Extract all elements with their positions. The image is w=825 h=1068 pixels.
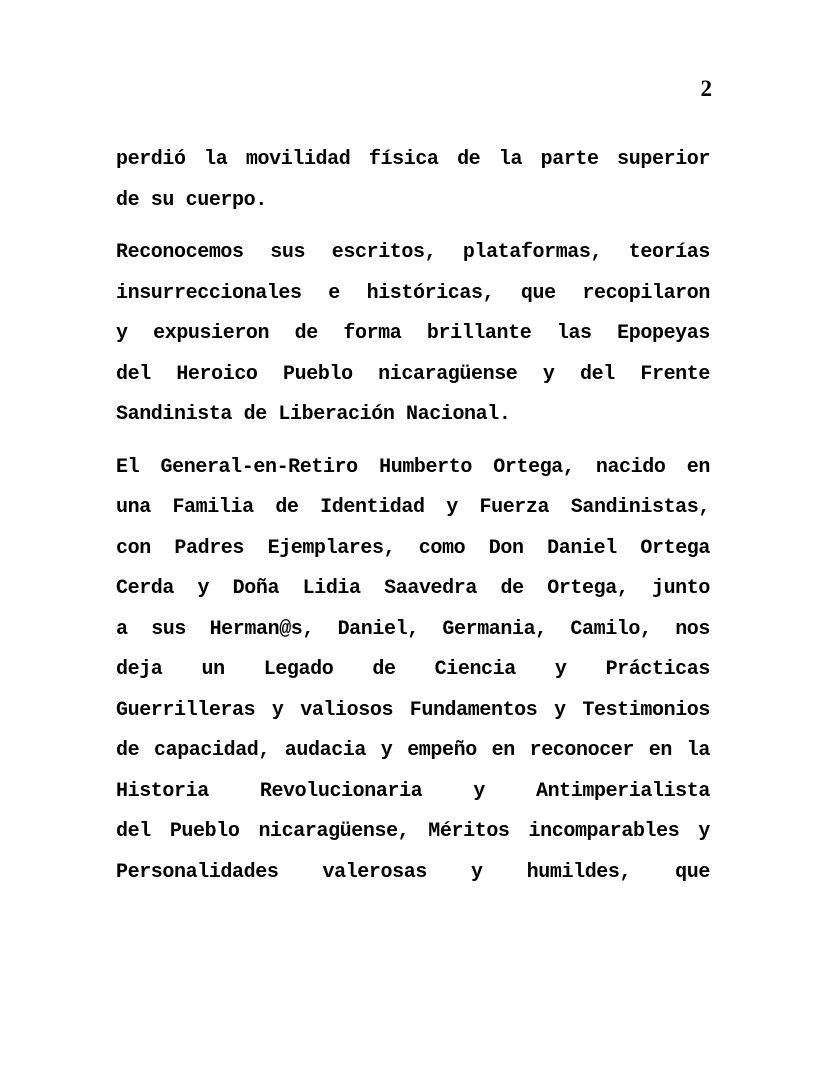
text-line: de su cuerpo. xyxy=(116,188,267,212)
text-line: El General-en-Retiro Humberto Ortega, nacido en xyxy=(116,455,710,479)
text-line: del Pueblo nicaragüense, Méritos incomparables y xyxy=(116,820,710,843)
text-line: Personalidades valerosas y humildes, que xyxy=(116,860,710,884)
text-line: Cerda y Doña Lidia Saavedra de Ortega, junto xyxy=(116,577,710,600)
text-line: con Padres Ejemplares, como Don Daniel Ortega xyxy=(116,536,710,560)
text-line: Guerrilleras y valiosos Fundamentos y Testimonios xyxy=(116,698,710,722)
text-line: deja un Legado de Ciencia y Prácticas xyxy=(116,658,710,681)
text-line: Historia Revolucionaria y Antimperialista xyxy=(116,779,710,803)
page-number: 2 xyxy=(700,76,712,101)
paragraph-2 xyxy=(116,233,710,436)
text-line: perdió la movilidad física de la parte superior xyxy=(116,148,710,171)
text-line: del Heroico Pueblo nicaragüense y del Frente xyxy=(116,362,710,386)
text-line: una Familia de Identidad y Fuerza Sandinistas, xyxy=(116,496,710,519)
text-line: Reconocemos sus escritos, plataformas, teorías xyxy=(116,241,710,264)
text-line: Sandinista de Liberación Nacional. xyxy=(116,403,511,426)
text-line: y expusieron de forma brillante las Epopeyas xyxy=(116,322,710,345)
paragraph-1 xyxy=(116,140,710,221)
paragraph-3 xyxy=(116,448,710,894)
text-line: insurreccionales e históricas, que recopilaron xyxy=(116,281,710,305)
text-line: de capacidad, audacia y empeño en reconocer en la xyxy=(116,739,710,762)
document-body xyxy=(116,140,710,905)
text-line: a sus Herman@s, Daniel, Germania, Camilo, nos xyxy=(116,617,710,641)
